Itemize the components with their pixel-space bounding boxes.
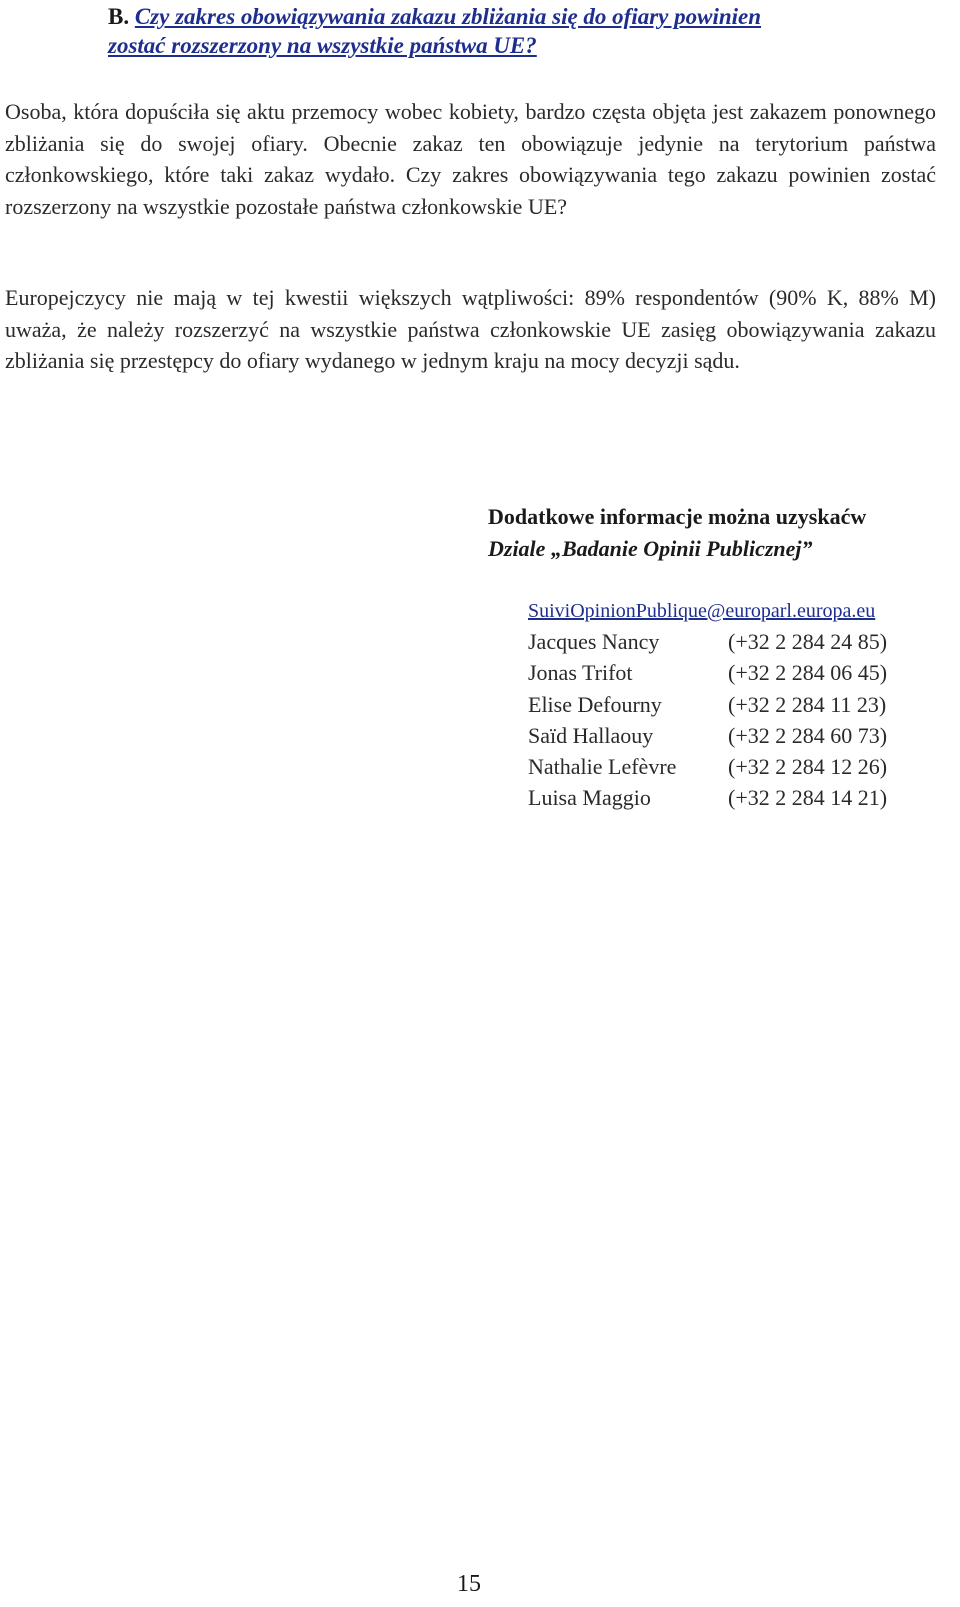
contact-row <box>528 626 928 657</box>
contact-phone: (+32 2 284 24 85) <box>728 629 888 654</box>
contact-email-link[interactable]: SuiviOpinionPublique@europarl.europa.eu <box>528 600 876 622</box>
info-title: Dodatkowe informacje można uzyskaćw <box>488 504 867 529</box>
section-letter: B. <box>108 4 130 29</box>
contact-phone: (+32 2 284 60 73) <box>728 722 888 748</box>
contact-name: Saïd Hallaouy <box>528 722 654 748</box>
contact-name: Jonas Trifot <box>528 660 633 686</box>
contact-list <box>528 626 928 814</box>
contact-row <box>528 689 928 720</box>
contact-row <box>528 720 928 751</box>
contact-row <box>528 657 928 688</box>
contact-name: Jacques Nancy <box>528 629 660 654</box>
section-title-line2[interactable]: zostać rozszerzony na wszystkie państwa UE? <box>108 33 537 58</box>
contact-phone: (+32 2 284 12 26) <box>728 754 888 780</box>
contact-phone: (+32 2 284 14 21) <box>728 785 888 811</box>
contact-name: Nathalie Lefèvre <box>528 754 677 780</box>
contact-phone: (+32 2 284 06 45) <box>728 660 888 686</box>
contact-name: Luisa Maggio <box>528 785 651 811</box>
contact-row <box>528 751 928 782</box>
section-title-line1[interactable]: Czy zakres obowiązywania zakazu zbliżania się do ofiary powinien <box>134 4 762 29</box>
info-department: Dziale „Badanie Opinii Publicznej” <box>488 536 813 561</box>
section-heading <box>108 2 908 60</box>
contact-phone: (+32 2 284 11 23) <box>728 691 887 717</box>
contact-name: Elise Defourny <box>528 691 662 717</box>
contact-row <box>528 782 928 813</box>
page-number: 15 <box>457 1571 481 1597</box>
paragraph-intro: Osoba, która dopuściła się aktu przemocy wobec kobiety, bardzo częsta objęta jest zakazem ponownego zbliżania się do swojej ofiary. Obecnie zakaz ten obowiązuje jedynie na terytorium państwa członkowskiego, które taki zakaz wydało. Czy zakres obowiązywania tego zakazu powinien zostać rozszerzony na wszystkie pozostałe państwa członkowskie UE? <box>5 99 936 219</box>
paragraph-results: Europejczycy nie mają w tej kwestii większych wątpliwości: 89% respondentów (90% K, 88% M) uważa, że należy rozszerzyć na wszystkie państwa członkowskie UE zasięg obowiązywania zakazu zbliżania się przestępcy do ofiary wydanego w jednym kraju na mocy decyzji sądu. <box>5 285 936 373</box>
